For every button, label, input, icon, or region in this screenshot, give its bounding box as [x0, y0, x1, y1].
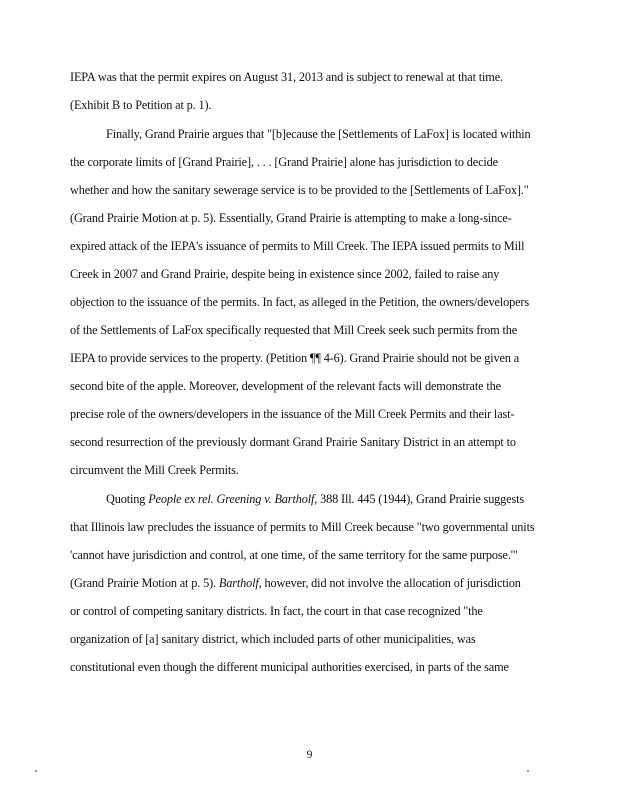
text-run: Quoting	[106, 492, 149, 506]
body-line: organization of [a] sanitary district, which included parts of other municipalities, was	[70, 632, 476, 646]
paragraph-first-line: Finally, Grand Prairie argues that "[b]ecause the [Settlements of LaFox] is located within	[106, 127, 531, 141]
body-line: (Grand Prairie Motion at p. 5). Essentially, Grand Prairie is attempting to make a long-since-	[70, 211, 512, 225]
text-run: , however, did not involve the allocation of jurisdiction	[258, 576, 521, 590]
body-line: Creek in 2007 and Grand Prairie, despite being in existence since 2002, failed to raise any	[70, 267, 500, 281]
body-line: IEPA was that the permit expires on August 31, 2013 and is subject to renewal at that time.	[70, 70, 503, 84]
body-line: expired attack of the IEPA's issuance of permits to Mill Creek. The IEPA issued permits to Mill	[70, 239, 525, 253]
body-line: or control of competing sanitary districts. In fact, the court in that case recognized "the	[70, 604, 483, 618]
body-line: circumvent the Mill Creek Permits.	[70, 463, 239, 477]
body-line: constitutional even though the different municipal authorities exercised, in parts of the same	[70, 660, 509, 674]
body-line: of the Settlements of LaFox specifically requested that Mill Creek seek such permits from the	[70, 323, 518, 337]
body-line: the corporate limits of [Grand Prairie], . . . [Grand Prairie] alone has jurisdiction to decide	[70, 155, 498, 169]
body-line: that Illinois law precludes the issuance of permits to Mill Creek because "two governmental units	[70, 520, 535, 534]
text-run: (Grand Prairie Motion at p. 5).	[70, 576, 219, 590]
scan-speck	[250, 340, 251, 341]
body-line: objection to the issuance of the permits. In fact, as alleged in the Petition, the owners/developers	[70, 295, 529, 309]
body-line	[70, 576, 521, 590]
page-number: 9	[306, 749, 313, 761]
body-line: whether and how the sanitary sewerage service is to be provided to the [Settlements of LaFox]."	[70, 183, 529, 197]
scan-speck	[35, 770, 37, 772]
text-run: , 388 Ill. 445 (1944), Grand Prairie suggests	[314, 492, 525, 506]
paragraph-first-line	[106, 492, 524, 506]
body-line: IEPA to provide services to the property. (Petition ¶¶ 4-6). Grand Prairie should not be given a	[70, 351, 520, 365]
body-line: second bite of the apple. Moreover, development of the relevant facts will demonstrate the	[70, 379, 501, 393]
case-citation: Bartholf	[218, 576, 259, 590]
body-line: second resurrection of the previously dormant Grand Prairie Sanitary District in an attempt to	[70, 435, 516, 449]
scan-speck	[527, 770, 529, 772]
case-citation: People ex rel. Greening v. Bartholf	[148, 492, 315, 506]
body-line: precise role of the owners/developers in the issuance of the Mill Creek Permits and their last-	[70, 407, 515, 421]
body-line: 'cannot have jurisdiction and control, at one time, of the same territory for the same purpose.'"	[70, 548, 518, 562]
body-line: (Exhibit B to Petition at p. 1).	[70, 98, 212, 112]
